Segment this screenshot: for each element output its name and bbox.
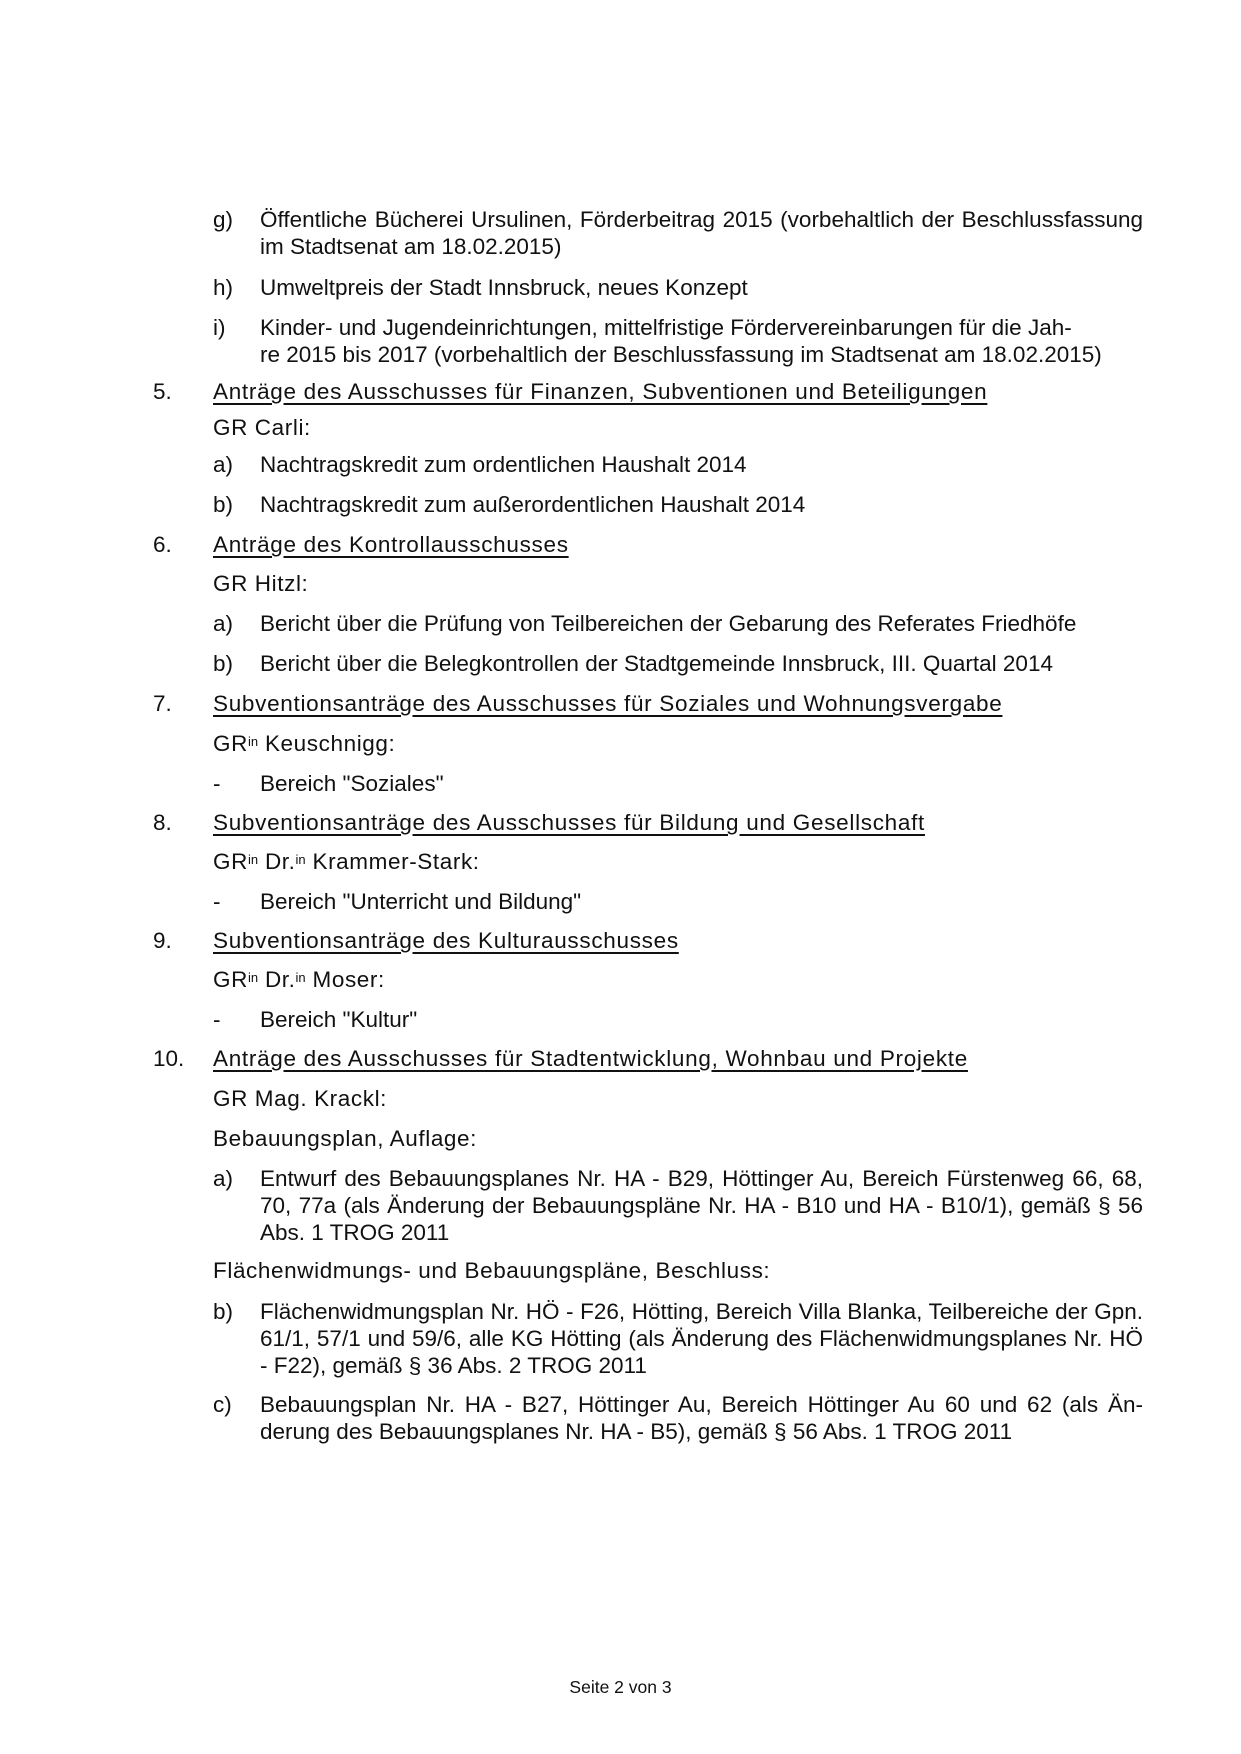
item-label: - — [213, 889, 221, 914]
item-label: c) — [213, 1392, 232, 1417]
item-label: a) — [213, 611, 234, 636]
speaker-prefix: GR — [213, 731, 248, 756]
speaker: GR Hitzl: — [213, 571, 309, 596]
speaker: GR Carli: — [213, 415, 311, 440]
speaker-suffix: in — [247, 852, 259, 867]
item-text: Flächenwidmungsplan Nr. HÖ - F26, Hötting, Bereich Villa Blanka, Teilbereiche der Gpn. 61/1, 57/1 und 59/6, alle KG Hötting (als Änderung des Flächenwidmungsplanes Nr. HÖ - F22), gemäß § 36 Abs. 2 TROG 2011 — [260, 1299, 1143, 1378]
subheading: Bebauungsplan, Auflage: — [213, 1126, 478, 1151]
section-number: 8. — [153, 810, 172, 835]
speaker — [213, 966, 385, 993]
item-label: b) — [213, 1299, 234, 1324]
item-label: g) — [213, 207, 234, 232]
item-label: b) — [213, 492, 234, 517]
speaker — [213, 730, 395, 757]
section-number: 9. — [153, 928, 172, 953]
section-number: 10. — [153, 1046, 185, 1071]
item-text: Öffentliche Bücherei Ursulinen, Förderbeitrag 2015 (vorbehaltlich der Beschlussfassung im Stadtsenat am 18.02.2015) — [260, 207, 1143, 259]
speaker-name: Moser: — [312, 967, 385, 992]
speaker-title-suffix: in — [295, 852, 306, 867]
page-footer: Seite 2 von 3 — [569, 1677, 672, 1697]
section-heading: Subventionsanträge des Ausschusses für Soziales und Wohnungsvergabe — [213, 691, 1003, 716]
speaker — [213, 848, 480, 875]
item-label: h) — [213, 275, 234, 300]
item-text: Bebauungsplan Nr. HA - B27, Höttinger Au, Bereich Höttinger Au 60 und 62 (als Änderung des Bebauungsplanes Nr. HA - B5), gemäß § 56 Abs. 1 TROG 2011 — [260, 1392, 1143, 1444]
section-heading: Anträge des Kontrollausschusses — [213, 532, 569, 557]
item-label: - — [213, 771, 221, 796]
section-heading: Subventionsanträge des Ausschusses für Bildung und Gesellschaft — [213, 810, 926, 835]
item-text: Entwurf des Bebauungsplanes Nr. HA - B29, Höttinger Au, Bereich Fürstenweg 66, 68, 70, 77a (als Änderung der Bebauungspläne Nr. HA - B10 und HA - B10/1), gemäß § 56 Abs. 1 TROG 2011 — [260, 1166, 1143, 1245]
section-heading: Anträge des Ausschusses für Stadtentwicklung, Wohnbau und Projekte — [213, 1046, 968, 1071]
item-label: - — [213, 1007, 221, 1032]
item-text-line-2: re 2015 bis 2017 (vorbehaltlich der Beschlussfassung im Stadtsenat am 18.02.2015) — [260, 342, 1102, 367]
speaker-title-suffix: in — [295, 970, 306, 985]
item-label: i) — [213, 315, 226, 340]
section-number: 5. — [153, 379, 172, 404]
speaker: GR Mag. Krackl: — [213, 1086, 388, 1111]
item-text-line-1: Kinder- und Jugendeinrichtungen, mittelfristige Fördervereinbarungen für die Jah- — [260, 315, 1072, 340]
item-label: a) — [213, 1166, 234, 1191]
section-heading: Anträge des Ausschusses für Finanzen, Subventionen und Beteiligungen — [213, 379, 988, 404]
speaker-title: Dr. — [264, 967, 296, 992]
item-text: Bericht über die Belegkontrollen der Stadtgemeinde Innsbruck, III. Quartal 2014 — [260, 651, 1053, 676]
item-text: Nachtragskredit zum ordentlichen Haushalt 2014 — [260, 452, 747, 477]
item-text: Umweltpreis der Stadt Innsbruck, neues Konzept — [260, 275, 748, 300]
item-text: Bericht über die Prüfung von Teilbereichen der Gebarung des Referates Friedhöfe — [260, 611, 1077, 636]
subheading: Flächenwidmungs- und Bebauungspläne, Beschluss: — [213, 1258, 771, 1283]
item-text: Bereich "Kultur" — [260, 1007, 418, 1032]
section-number: 6. — [153, 532, 172, 557]
speaker-prefix: GR — [213, 967, 248, 992]
item-text: Bereich "Unterricht und Bildung" — [260, 889, 582, 914]
item-label: b) — [213, 651, 234, 676]
item-label: a) — [213, 452, 234, 477]
speaker-suffix: in — [247, 970, 259, 985]
item-text: Nachtragskredit zum außerordentlichen Haushalt 2014 — [260, 492, 806, 517]
speaker-title: Dr. — [264, 849, 296, 874]
speaker-name: Keuschnigg: — [264, 731, 396, 756]
section-heading: Subventionsanträge des Kulturausschusses — [213, 928, 679, 953]
speaker-suffix: in — [247, 734, 259, 749]
item-text: Bereich "Soziales" — [260, 771, 444, 796]
section-number: 7. — [153, 691, 172, 716]
speaker-name: Krammer-Stark: — [312, 849, 480, 874]
item-text — [260, 314, 1160, 368]
speaker-prefix: GR — [213, 849, 248, 874]
